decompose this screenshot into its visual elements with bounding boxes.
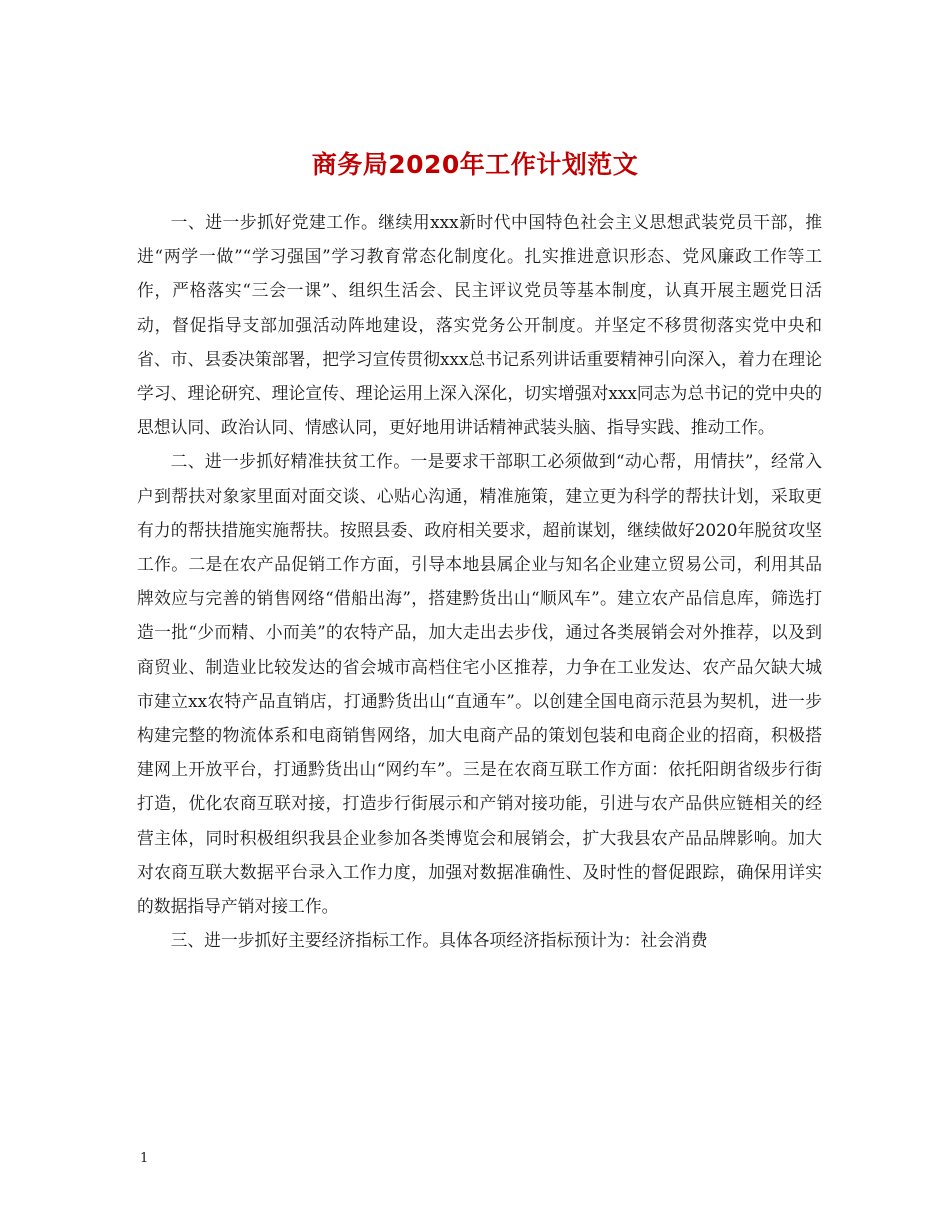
paragraph-poverty-alleviation: 二、进一步抓好精准扶贫工作。一是要求干部职工必须做到“动心帮，用情扶”，经常入户到帮扶对象家里面对面交谈、心贴心沟通，精准施策，建立更为科学的帮扶计划，采取更有力的帮扶措施实施帮扶。按照县委、政府相关要求，超前谋划，继续做好2020年脱贫攻坚工作。二是在农产品促销工作方面，引导本地县属企业与知名企业建立贸易公司，利用其品牌效应与完善的销售网络“借船出海”，搭建黔货出山“顺风车”。建立农产品信息库，筛选打造一批“少而精、小而美”的农特产品，加大走出去步伐，通过各类展销会对外推荐，以及到商贸业、制造业比较发达的省会城市高档住宅小区推荐，力争在工业发达、农产品欠缺大城市建立xx农特产品直销店，打通黔货出山“直通车”。以创建全国电商示范县为契机，进一步构建完整的物流体系和电商销售网络，加大电商产品的策划包装和电商企业的招商，积极搭建网上开放平台，打通黔货出山“网约车”。三是在农商互联工作方面：依托阳朗省级步行街打造，优化农商互联对接，打造步行街展示和产销对接功能，引进与农产品供应链相关的经营主体，同时积极组织我县企业参加各类博览会和展销会，扩大我县农产品品牌影响。加大对农商互联大数据平台录入工作力度，加强对数据准确性、及时性的督促跟踪，确保用详实的数据指导产销对接工作。 <box>137 451 822 917</box>
page-number: 1 <box>140 1151 149 1166</box>
document-body <box>137 205 822 957</box>
page-title: 商务局2020年工作计划范文 <box>311 149 639 179</box>
paragraph-party-building: 一、进一步抓好党建工作。继续用xxx新时代中国特色社会主义思想武装党员干部，推进“两学一做”“学习强国”学习教育常态化制度化。扎实推进意识形态、党风廉政工作等工作，严格落实“三会一课”、组织生活会、民主评议党员等基本制度，认真开展主题党日活动，督促指导支部加强活动阵地建设，落实党务公开制度。并坚定不移贯彻落实党中央和省、市、县委决策部署，把学习宣传贯彻xxx总书记系列讲话重要精神引向深入，着力在理论学习、理论研究、理论宣传、理论运用上深入深化，切实增强对xxx同志为总书记的党中央的思想认同、政治认同、情感认同，更好地用讲话精神武装头脑、指导实践、推动工作。 <box>137 212 822 438</box>
paragraph-economic-indicators: 三、进一步抓好主要经济指标工作。具体各项经济指标预计为：社会消费 <box>170 930 708 951</box>
